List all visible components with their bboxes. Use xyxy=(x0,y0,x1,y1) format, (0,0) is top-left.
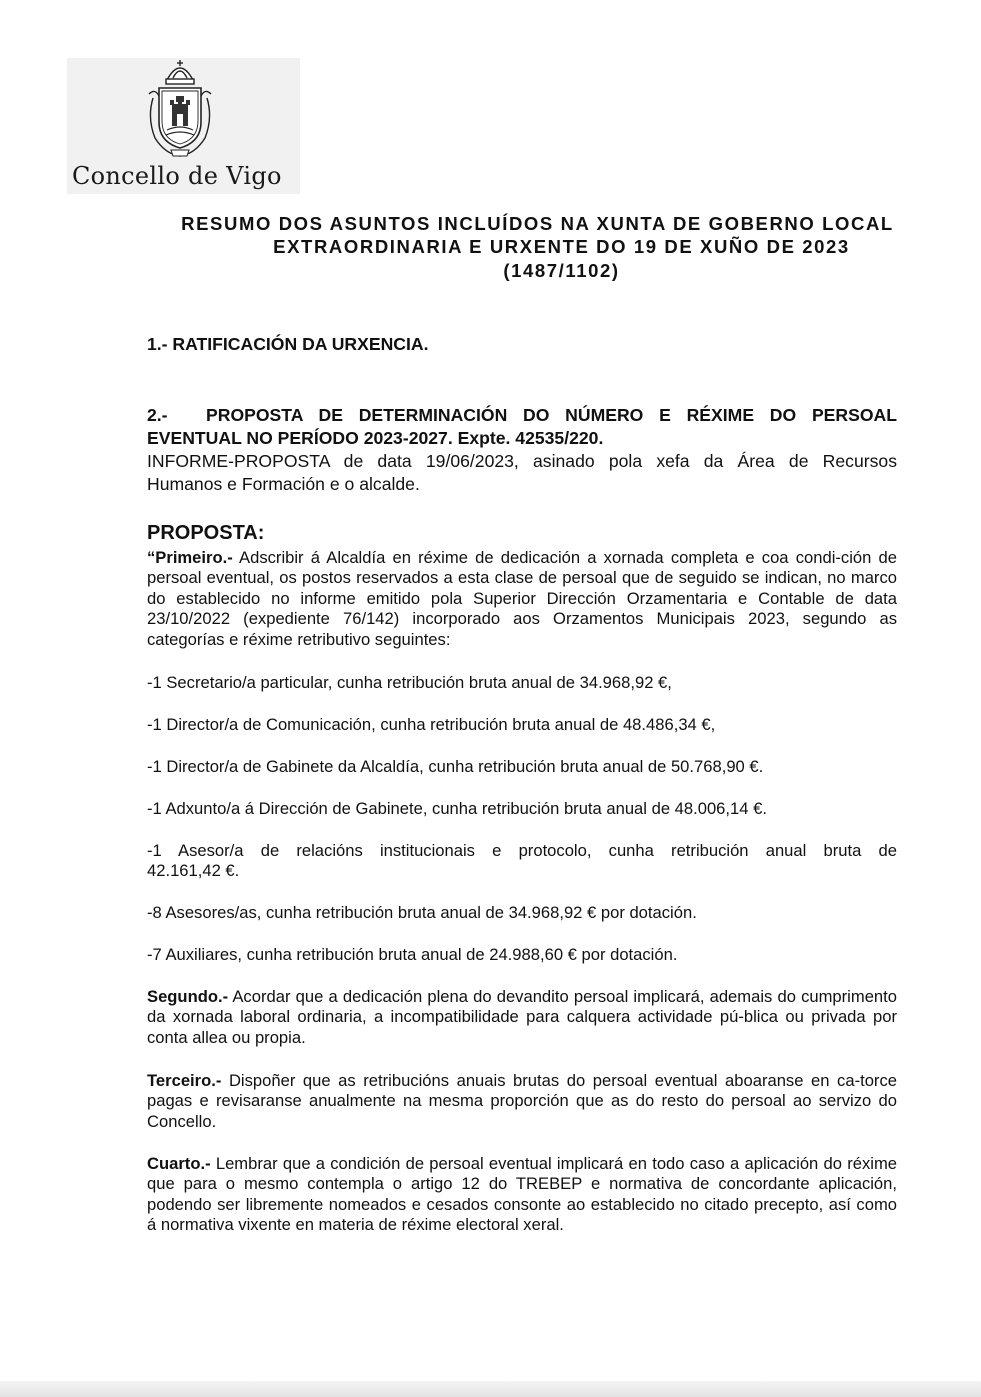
section-2-heading-line-1: 2.- PROPOSTA DE DETERMINACIÓN DO NÚMERO E RÉXIME DO PERSOAL xyxy=(147,405,897,425)
page-bottom-edge xyxy=(0,1381,981,1397)
list-item: -8 Asesores/as, cunha retribución bruta anual de 34.968,92 € por dotación. xyxy=(147,903,697,922)
section-2 xyxy=(147,404,897,496)
cuarto-paragraph xyxy=(147,1154,897,1236)
segundo-paragraph xyxy=(147,987,897,1048)
proposta-heading: PROPOSTA: xyxy=(147,522,265,544)
section-2-number: 2.- xyxy=(147,405,168,425)
segundo-text: Acordar que a dedicación plena do devandito persoal implicará, ademais do cumprimento da xornada laboral ordinaria, a incompatibilidade para calquera actividade pú-blica ou privada por conta allea ou propia. xyxy=(147,987,897,1047)
terceiro-text: Dispoñer que as retribucións anuais brutas do persoal eventual aboaranse en ca-torce pagas e revisaranse anualmente na mesma proporción que as do resto do persoal ao servizo do Concello. xyxy=(147,1071,897,1131)
concello-logo xyxy=(67,58,300,194)
section-1-heading: 1.- RATIFICACIÓN DA URXENCIA. xyxy=(147,334,429,354)
section-2-report-line-1: INFORME-PROPOSTA de data 19/06/2023, asinado pola xefa da Área de Recursos xyxy=(147,451,897,471)
list-item: -1 Adxunto/a á Dirección de Gabinete, cunha retribución bruta anual de 48.006,14 €. xyxy=(147,799,767,818)
list-item: -1 Secretario/a particular, cunha retribución bruta anual de 34.968,92 €, xyxy=(147,673,672,692)
segundo-label: Segundo.- xyxy=(147,987,229,1006)
logo-text: Concello de Vigo xyxy=(72,162,282,190)
list-item-line-1: -1 Asesor/a de relacións institucionais e protocolo, cunha retribución anual bruta de xyxy=(147,841,897,860)
primeiro-paragraph xyxy=(147,548,897,650)
primeiro-text: Adscribir á Alcaldía en réxime de dedicación a xornada completa e coa condi-ción de persoal eventual, os postos reservados a esta clase de persoal que de seguido se indican, no marco do establecido no informe emitido pola Superior Dirección Orzamentaria e Contable de data 23/10/2022 (expediente 76/142) incorporado aos Orzamentos Municipais 2023, segundo as categorías e réxime retributivo seguintes: xyxy=(147,548,897,649)
section-2-heading-line-2: EVENTUAL NO PERÍODO 2023-2027. Expte. 42535/220. xyxy=(147,428,604,448)
cuarto-text: Lembrar que a condición de persoal eventual implicará en todo caso a aplicación do réxime que para o mesmo contempla o artigo 12 do TREBEP e normativa de concordante aplicación, podendo ser libremente nomeados e cesados consonte ao establecido no citado precepto, así como á normativa vixente en materia de réxime electoral xeral. xyxy=(147,1154,897,1235)
list-item-line-2: 42.161,42 €. xyxy=(147,861,240,881)
document-title-line-2: EXTRAORDINARIA E URXENTE DO 19 DE XUÑO DE 2023 xyxy=(273,236,850,257)
list-item: -7 Auxiliares, cunha retribución bruta anual de 24.988,60 € por dotación. xyxy=(147,945,678,964)
list-item-multiline xyxy=(147,841,897,882)
cuarto-label: Cuarto.- xyxy=(147,1154,211,1173)
primeiro-label: “Primeiro.- xyxy=(147,548,233,567)
list-item: -1 Director/a de Comunicación, cunha retribución bruta anual de 48.486,34 €, xyxy=(147,715,716,734)
list-item: -1 Director/a de Gabinete da Alcaldía, cunha retribución bruta anual de 50.768,90 €. xyxy=(147,757,764,776)
document-title-line-1: RESUMO DOS ASUNTOS INCLUÍDOS NA XUNTA DE GOBERNO LOCAL xyxy=(181,213,894,234)
terceiro-paragraph xyxy=(147,1071,897,1132)
section-2-report-line-2: Humanos e Formación e o alcalde. xyxy=(147,474,420,494)
coat-of-arms-icon xyxy=(145,58,215,160)
document-title-line-3: (1487/1102) xyxy=(503,260,620,281)
terceiro-label: Terceiro.- xyxy=(147,1071,222,1090)
